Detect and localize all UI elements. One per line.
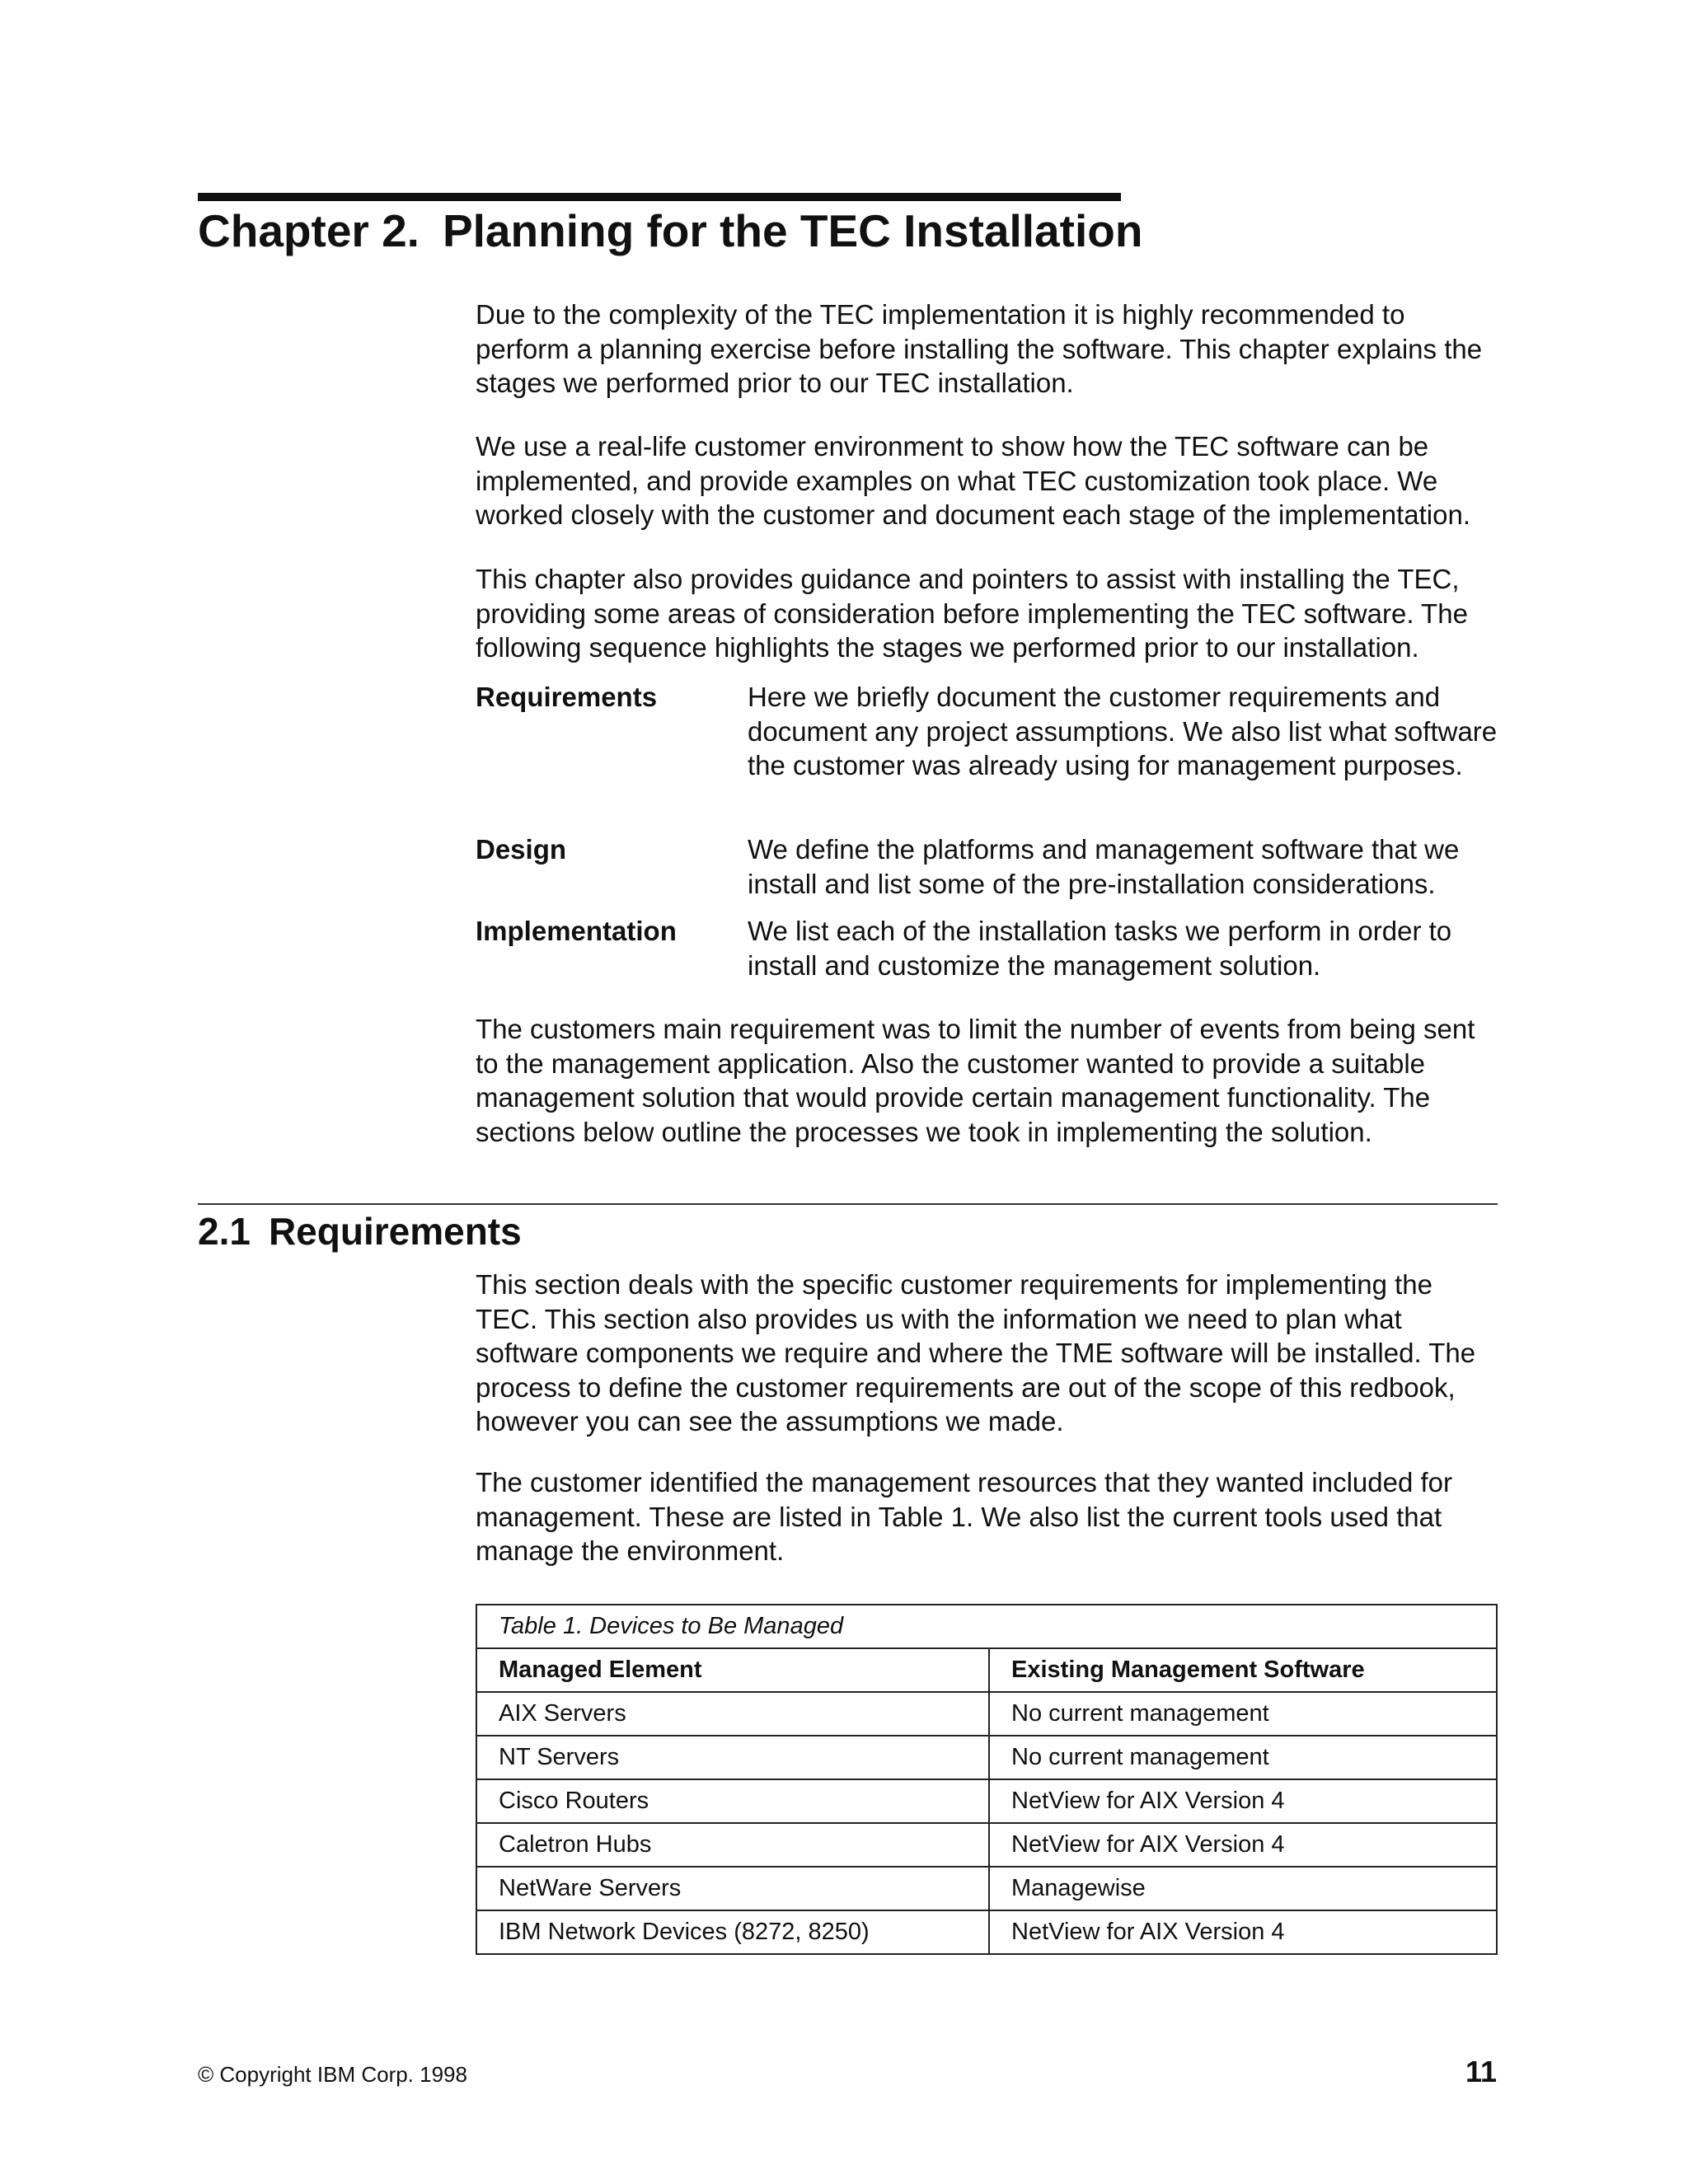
table-header-row [476, 1648, 1497, 1692]
section-paragraph-2: The customer identified the management resources that they wanted included for management. These are listed in Table 1. We also list the current tools used that manage the environment. [476, 1467, 1453, 1566]
stage-term: Design [476, 834, 567, 865]
section-rule [198, 1203, 1498, 1205]
table-cell: Caletron Hubs [476, 1823, 989, 1867]
table-cell: AIX Servers [476, 1692, 989, 1736]
table-caption-row [476, 1605, 1497, 1648]
stage-design [476, 832, 1498, 901]
devices-table-container [476, 1604, 1498, 1955]
intro-paragraph-3: This chapter also provides guidance and pointers to assist with installing the TEC, providing some areas of consideration before implementing the TEC software. The following sequence highlights the stages we performed prior to our installation. [476, 564, 1468, 663]
table-row [476, 1692, 1497, 1736]
stage-implementation [476, 914, 1498, 982]
section-title-text: Requirements [268, 1210, 522, 1253]
chapter-number: Chapter 2. [198, 205, 420, 256]
table-cell: No current management [989, 1736, 1497, 1779]
chapter-title-text: Planning for the TEC Installation [442, 205, 1143, 256]
section-title [198, 1207, 522, 1256]
section-paragraph-1: This section deals with the specific customer requirements for implementing the TEC. This section also provides us with the information we need to plan what software components we require and where the TME software will be installed. The process to define the customer requirements are out of the scope of this redbook, however you can see the assumptions we made. [476, 1269, 1476, 1436]
stage-description: We list each of the installation tasks we perform in order to install and customize the management solution. [748, 916, 1452, 981]
table-row [476, 1736, 1497, 1779]
stage-description: We define the platforms and management software that we install and list some of the pre-installation considerations. [748, 834, 1460, 899]
column-header-existing-software: Existing Management Software [989, 1648, 1497, 1692]
intro-paragraph-1: Due to the complexity of the TEC implementation it is highly recommended to perform a planning exercise before installing the software. This chapter explains the stages we performed prior to our TEC installation. [476, 299, 1483, 398]
table-cell: NetWare Servers [476, 1867, 989, 1910]
intro-paragraph-2: We use a real-life customer environment to show how the TEC software can be implemented, and provide examples on what TEC customization took place. We worked closely with the customer and document each stage of the implementation. [476, 431, 1470, 530]
table-cell: IBM Network Devices (8272, 8250) [476, 1910, 989, 1954]
table-row [476, 1910, 1497, 1954]
table-cell: NetView for AIX Version 4 [989, 1910, 1497, 1954]
table-row [476, 1867, 1497, 1910]
page-number: 11 [1465, 2055, 1497, 2088]
footer-copyright: © Copyright IBM Corp. 1998 [198, 2062, 467, 2087]
chapter-title [198, 203, 1142, 259]
section-number: 2.1 [198, 1210, 251, 1253]
stage-requirements [476, 680, 1498, 783]
requirement-summary-paragraph: The customers main requirement was to limit the number of events from being sent to the management application. Also the customer wanted to provide a suitable management solution that would provide certain management functionality. The sections below outline the processes we took in implementing the solution. [476, 1014, 1475, 1147]
column-header-managed-element: Managed Element [476, 1648, 989, 1692]
table-cell: NetView for AIX Version 4 [989, 1823, 1497, 1867]
stage-term: Implementation [476, 916, 677, 946]
devices-table [476, 1604, 1498, 1955]
table-caption: Table 1. Devices to Be Managed [476, 1605, 1497, 1648]
table-cell: Cisco Routers [476, 1779, 989, 1823]
stage-description: Here we briefly document the customer requirements and document any project assumptions. We also list what software the customer was already using for management purposes. [748, 682, 1498, 780]
table-cell: NT Servers [476, 1736, 989, 1779]
table-row [476, 1779, 1497, 1823]
table-cell: No current management [989, 1692, 1497, 1736]
table-row [476, 1823, 1497, 1867]
stage-term: Requirements [476, 682, 658, 712]
chapter-rule [198, 193, 1121, 201]
table-cell: Managewise [989, 1867, 1497, 1910]
table-cell: NetView for AIX Version 4 [989, 1779, 1497, 1823]
